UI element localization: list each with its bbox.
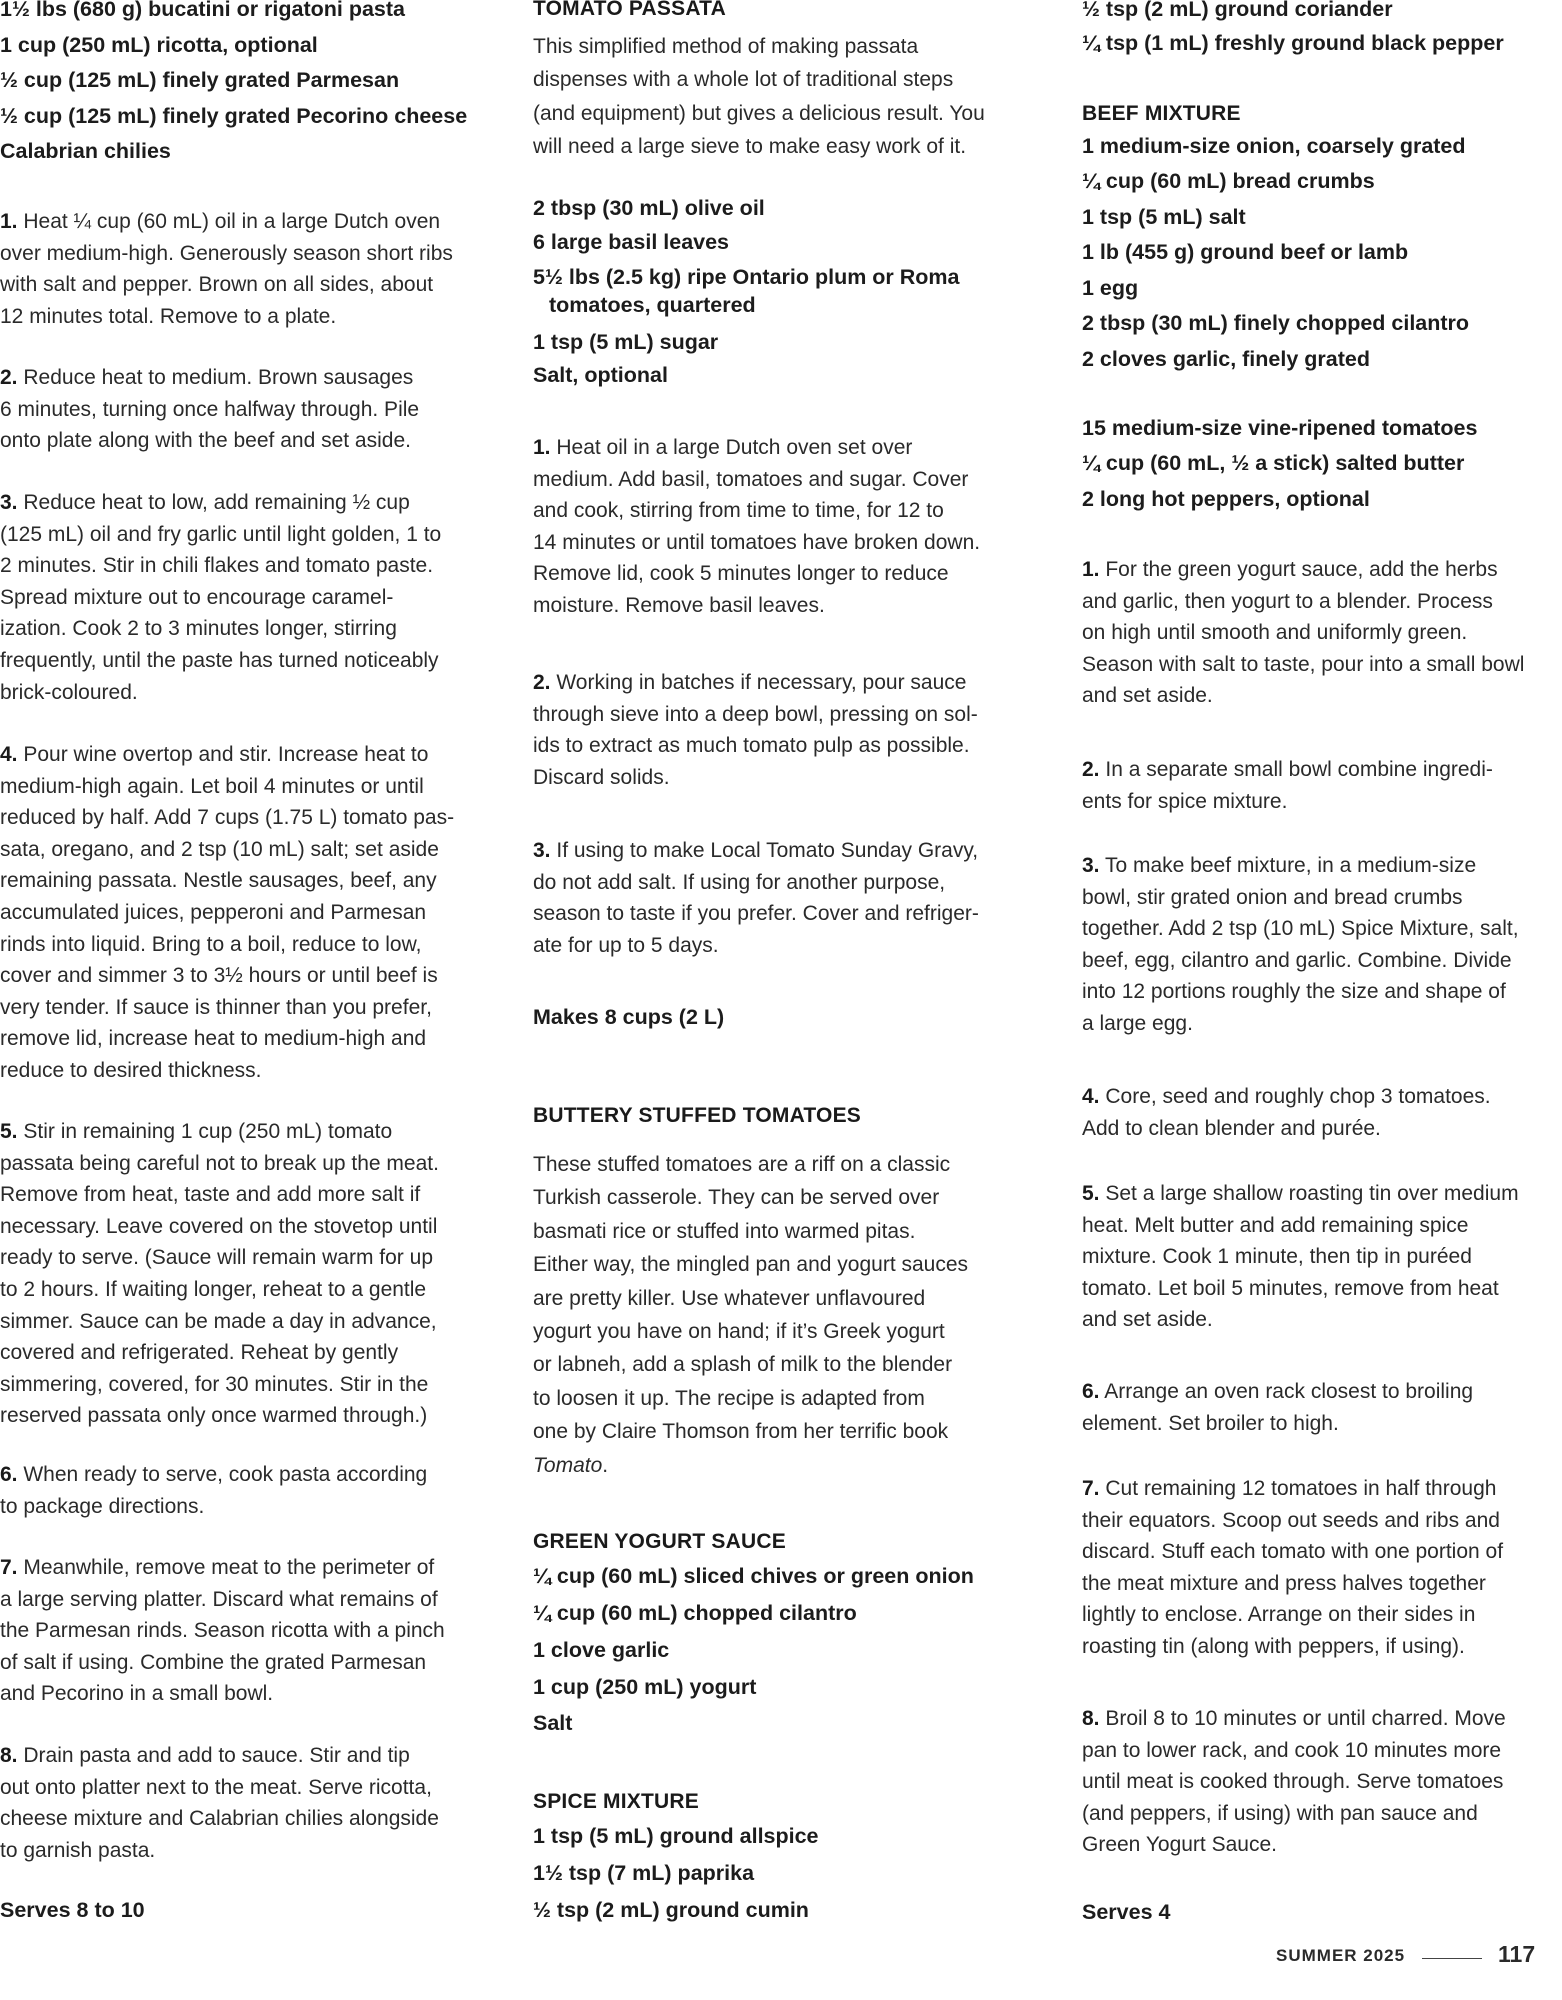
ingredient: 1 cup (250 mL) ricotta, optional [0, 33, 318, 57]
step-number: 7. [0, 1556, 18, 1579]
ingredient: Salt [533, 1711, 573, 1735]
step-number: 1. [0, 210, 18, 233]
step-line: In a separate small bowl combine ingredi- [1105, 758, 1493, 781]
step-line: Drain pasta and add to sauce. Stir and tip [23, 1744, 410, 1767]
step-line: discard. Stuff each tomato with one portion of [1082, 1540, 1504, 1564]
step-line: passata being careful not to break up the meat. [0, 1151, 439, 1175]
step-line: and cook, stirring from time to time, for 12 to [533, 499, 944, 523]
step-line: beef, egg, cilantro and garlic. Combine. Divide [1082, 948, 1512, 972]
ingredient: ¼ tsp (1 mL) freshly ground black pepper [1082, 31, 1504, 55]
ingredient: 1 clove garlic [533, 1638, 670, 1662]
page-footer [1272, 1941, 1562, 1976]
step-number: 8. [1082, 1707, 1100, 1730]
step-number: 1. [1082, 558, 1100, 581]
step-line: Stir in remaining 1 cup (250 mL) tomato [23, 1120, 393, 1143]
ingredient: 6 large basil leaves [533, 230, 730, 254]
step-line: remaining passata. Nestle sausages, beef, any [0, 869, 437, 893]
stuffed-step-7 [1082, 1473, 1503, 1663]
step-line: a large egg. [1082, 1011, 1193, 1035]
step-line: cheese mixture and Calabrian chilies alongside [0, 1807, 439, 1831]
step-line: until meat is cooked through. Serve tomatoes [1082, 1770, 1504, 1794]
makes-note: Makes 8 cups (2 L) [533, 1005, 725, 1029]
step-line: out onto platter next to the meat. Serve ricotta, [0, 1775, 432, 1799]
step-line: bowl, stir grated onion and bread crumbs [1082, 885, 1463, 909]
step-line: When ready to serve, cook pasta according [23, 1463, 428, 1486]
step-line: Core, seed and roughly chop 3 tomatoes. [1105, 1085, 1491, 1108]
step-number: 2. [1082, 758, 1100, 781]
step-line: Set a large shallow roasting tin over medium [1105, 1182, 1519, 1205]
intro-line: or labneh, add a splash of milk to the blender [533, 1353, 953, 1377]
step-number: 5. [1082, 1182, 1100, 1205]
ingredient: 1 egg [1082, 276, 1139, 300]
step-line: (125 mL) oil and fry garlic until light golden, 1 to [0, 522, 442, 546]
step-line: medium-high again. Let boil 4 minutes or until [0, 774, 424, 798]
step-number: 5. [0, 1120, 18, 1143]
passata-step-2 [533, 667, 978, 793]
step-line: and set aside. [1082, 1308, 1213, 1332]
ingredient: Salt, optional [533, 363, 668, 387]
step-line: tomato. Let boil 5 minutes, remove from heat [1082, 1276, 1499, 1300]
step-line: sata, oregano, and 2 tsp (10 mL) salt; set aside [0, 837, 439, 861]
stuffed-step-4 [1082, 1081, 1491, 1144]
step-number: 4. [0, 743, 18, 766]
step-line: onto plate along with the beef and set aside. [0, 429, 411, 453]
ingredient: 1 tsp (5 mL) salt [1082, 205, 1246, 229]
step-line: through sieve into a deep bowl, pressing on sol- [533, 702, 978, 726]
step-number: 6. [1082, 1380, 1100, 1403]
method-step-3 [0, 487, 441, 708]
step-line: to 2 hours. If waiting longer, reheat to a gentle [0, 1277, 427, 1301]
ingredient [533, 263, 960, 319]
step-line: a large serving platter. Discard what remains of [0, 1587, 438, 1611]
stuffed-step-6 [1082, 1376, 1473, 1439]
step-line: lightly to enclose. Arrange on their sides in [1082, 1603, 1476, 1627]
section-heading-beef-mixture: BEEF MIXTURE [1082, 102, 1241, 125]
intro-line: dispenses with a whole lot of traditional steps [533, 68, 954, 92]
step-line: brick-coloured. [0, 680, 138, 704]
method-step-2 [0, 362, 419, 457]
section-heading-spice-mixture: SPICE MIXTURE [533, 1790, 699, 1813]
section-heading-buttery-stuffed-tomatoes: BUTTERY STUFFED TOMATOES [533, 1104, 861, 1127]
section-heading-green-yogurt-sauce: GREEN YOGURT SAUCE [533, 1530, 786, 1553]
step-line: covered and refrigerated. Reheat by gently [0, 1341, 399, 1365]
ingredient: ¼ cup (60 mL, ½ a stick) salted butter [1082, 451, 1465, 475]
step-number: 4. [1082, 1085, 1100, 1108]
ingredient: 1 cup (250 mL) yogurt [533, 1675, 757, 1699]
step-line: of salt if using. Combine the grated Parmesan [0, 1650, 427, 1674]
intro-line: This simplified method of making passata [533, 35, 919, 58]
stuffed-step-3 [1082, 850, 1519, 1040]
step-line: their equators. Scoop out seeds and ribs and [1082, 1508, 1500, 1532]
step-line: to package directions. [0, 1494, 205, 1518]
method-step-8 [0, 1740, 439, 1866]
step-line: element. Set broiler to high. [1082, 1411, 1339, 1435]
step-line: Remove from heat, taste and add more salt if [0, 1183, 421, 1207]
ingredient: 1 tsp (5 mL) ground allspice [533, 1824, 819, 1848]
step-line: do not add salt. If using for another purpose, [533, 870, 946, 894]
step-line: and garlic, then yogurt to a blender. Process [1082, 589, 1493, 613]
method-step-5 [0, 1116, 439, 1432]
step-number: 8. [0, 1744, 18, 1767]
step-line: (and peppers, if using) with pan sauce and [1082, 1801, 1478, 1825]
step-line: Cut remaining 12 tomatoes in half through [1105, 1477, 1497, 1500]
step-number: 1. [533, 436, 551, 459]
step-line: Pour wine overtop and stir. Increase heat to [23, 743, 429, 766]
step-line: Heat ¼ cup (60 mL) oil in a large Dutch oven [23, 210, 441, 233]
method-step-6 [0, 1459, 427, 1522]
method-step-1 [0, 206, 453, 332]
step-line: 2 minutes. Stir in chili flakes and tomato paste. [0, 554, 434, 578]
step-line: frequently, until the paste has turned noticeably [0, 648, 439, 672]
section-heading-tomato-passata: TOMATO PASSATA [533, 0, 726, 20]
step-line: Add to clean blender and purée. [1082, 1116, 1381, 1140]
ingredient: ½ tsp (2 mL) ground coriander [1082, 0, 1393, 21]
step-line: Remove lid, cook 5 minutes longer to reduce [533, 562, 949, 586]
footer-divider [1422, 1958, 1482, 1959]
ingredient: ¼ cup (60 mL) sliced chives or green onion [533, 1564, 974, 1588]
intro-line: (and equipment) but gives a delicious result. You [533, 101, 985, 125]
step-number: 2. [533, 671, 551, 694]
intro-line: will need a large sieve to make easy work of it. [533, 135, 967, 159]
intro-punct: . [602, 1453, 609, 1477]
step-line: ids to extract as much tomato pulp as possible. [533, 734, 970, 758]
step-line: with salt and pepper. Brown on all sides, about [0, 273, 434, 297]
step-line: reduced by half. Add 7 cups (1.75 L) tomato pas- [0, 806, 455, 830]
ingredient: 1 medium-size onion, coarsely grated [1082, 134, 1466, 158]
book-title: Tomato [533, 1453, 603, 1477]
step-line: into 12 portions roughly the size and shape of [1082, 980, 1506, 1004]
step-line: the meat mixture and press halves together [1082, 1571, 1486, 1595]
step-line: rinds into liquid. Bring to a boil, reduce to low, [0, 932, 422, 956]
ingredient: ¼ cup (60 mL) bread crumbs [1082, 169, 1375, 193]
ingredient: Calabrian chilies [0, 139, 171, 163]
serves-note: Serves 8 to 10 [0, 1898, 145, 1922]
step-line: roasting tin (along with peppers, if using). [1082, 1634, 1465, 1658]
intro-line: one by Claire Thomson from her terrific book [533, 1420, 949, 1444]
step-line: To make beef mixture, in a medium-size [1104, 854, 1477, 877]
step-line: together. Add 2 tsp (10 mL) Spice Mixture, salt, [1082, 917, 1519, 941]
passata-step-3 [533, 835, 979, 961]
step-line: on high until smooth and uniformly green. [1082, 621, 1468, 645]
step-number: 3. [533, 839, 551, 862]
step-line: pan to lower rack, and cook 10 minutes more [1082, 1738, 1502, 1762]
intro-line: basmati rice or stuffed into warmed pitas. [533, 1219, 916, 1243]
step-line: to garnish pasta. [0, 1838, 156, 1862]
step-number: 7. [1082, 1477, 1100, 1500]
step-line: medium. Add basil, tomatoes and sugar. Cover [533, 467, 969, 491]
stuffed-step-1 [1082, 554, 1524, 712]
step-line: season to taste if you prefer. Cover and refriger- [533, 902, 979, 926]
ingredient-line: tomatoes, quartered [549, 293, 756, 317]
magazine-issue: SUMMER 2025 [1276, 1946, 1406, 1965]
step-line: mixture. Cook 1 minute, then tip in puréed [1082, 1245, 1472, 1269]
step-line: reserved passata only once warmed through.) [0, 1404, 428, 1428]
intro-line: are pretty killer. Use whatever unflavoured [533, 1286, 926, 1310]
ingredient: ½ cup (125 mL) finely grated Parmesan [0, 68, 400, 92]
stuffed-step-5 [1082, 1178, 1519, 1336]
step-line: remove lid, increase heat to medium-high and [0, 1027, 427, 1051]
step-line: 6 minutes, turning once halfway through. Pile [0, 397, 420, 421]
step-line: Meanwhile, remove meat to the perimeter of [23, 1556, 435, 1579]
step-line: Season with salt to taste, pour into a small bowl [1082, 652, 1525, 676]
step-line: Spread mixture out to encourage caramel- [0, 585, 394, 609]
ingredient: 1 tsp (5 mL) sugar [533, 330, 719, 354]
step-line: Arrange an oven rack closest to broiling [1104, 1380, 1474, 1403]
step-line: ization. Cook 2 to 3 minutes longer, stirring [0, 617, 397, 641]
intro-line: Turkish casserole. They can be served over [533, 1186, 940, 1210]
step-line: and Pecorino in a small bowl. [0, 1682, 274, 1706]
method-step-4 [0, 739, 454, 1087]
step-line: heat. Melt butter and add remaining spice [1082, 1213, 1469, 1237]
step-number: 3. [1082, 854, 1100, 877]
stuffed-step-8 [1082, 1703, 1506, 1861]
passata-step-1 [533, 432, 980, 622]
step-line: and set aside. [1082, 684, 1213, 708]
step-line: For the green yogurt sauce, add the herbs [1105, 558, 1498, 581]
step-number: 2. [0, 366, 18, 389]
step-line: Green Yogurt Sauce. [1082, 1833, 1277, 1857]
ingredient: 2 tbsp (30 mL) finely chopped cilantro [1082, 311, 1470, 335]
intro-line: yogurt you have on hand; if it’s Greek yogurt [533, 1320, 945, 1344]
ingredient: 15 medium-size vine-ripened tomatoes [1082, 416, 1478, 440]
step-line: ents for spice mixture. [1082, 789, 1288, 813]
ingredient: 1½ tsp (7 mL) paprika [533, 1861, 755, 1885]
method-step-7 [0, 1552, 445, 1710]
serves-note: Serves 4 [1082, 1900, 1171, 1924]
step-line: simmering, covered, for 30 minutes. Stir in the [0, 1372, 429, 1396]
step-line: Discard solids. [533, 765, 670, 789]
step-number: 6. [0, 1463, 18, 1486]
step-number: 3. [0, 491, 18, 514]
step-line: Heat oil in a large Dutch oven set over [556, 436, 913, 459]
step-line: reduce to desired thickness. [0, 1058, 262, 1082]
step-line: Working in batches if necessary, pour sauce [556, 671, 967, 694]
ingredient-line: 5½ lbs (2.5 kg) ripe Ontario plum or Roma [533, 265, 960, 289]
step-line: Broil 8 to 10 minutes or until charred. Move [1105, 1707, 1506, 1730]
ingredient: ¼ cup (60 mL) chopped cilantro [533, 1601, 857, 1625]
step-line: the Parmesan rinds. Season ricotta with a pinch [0, 1619, 445, 1643]
page-number: 117 [1498, 1941, 1536, 1967]
stuffed-intro [533, 1148, 968, 1482]
step-line: over medium-high. Generously season short ribs [0, 241, 453, 265]
step-line: moisture. Remove basil leaves. [533, 593, 825, 617]
ingredient: 2 tbsp (30 mL) olive oil [533, 196, 765, 220]
ingredient: 1½ lbs (680 g) bucatini or rigatoni pasta [0, 0, 406, 21]
intro-line [533, 1449, 968, 1482]
step-line: ate for up to 5 days. [533, 933, 719, 957]
step-line: Reduce heat to medium. Brown sausages [23, 366, 414, 389]
ingredient: 2 long hot peppers, optional [1082, 487, 1370, 511]
step-line: Reduce heat to low, add remaining ½ cup [23, 491, 410, 514]
step-line: 14 minutes or until tomatoes have broken down. [533, 530, 981, 554]
intro-line: These stuffed tomatoes are a riff on a classic [533, 1153, 951, 1176]
step-line: accumulated juices, pepperoni and Parmesan [0, 900, 427, 924]
ingredient: 2 cloves garlic, finely grated [1082, 347, 1370, 371]
passata-intro [533, 30, 985, 164]
step-line: necessary. Leave covered on the stovetop until [0, 1214, 438, 1238]
intro-line: Either way, the mingled pan and yogurt sauces [533, 1253, 969, 1277]
step-line: very tender. If sauce is thinner than you prefer, [0, 995, 432, 1019]
step-line: 12 minutes total. Remove to a plate. [0, 304, 337, 328]
ingredient: 1 lb (455 g) ground beef or lamb [1082, 240, 1409, 264]
step-line: If using to make Local Tomato Sunday Gravy, [556, 839, 979, 862]
step-line: cover and simmer 3 to 3½ hours or until beef is [0, 964, 438, 988]
ingredient: ½ cup (125 mL) finely grated Pecorino cheese [0, 104, 468, 128]
step-line: simmer. Sauce can be made a day in advance, [0, 1309, 437, 1333]
intro-line: to loosen it up. The recipe is adapted from [533, 1386, 925, 1410]
stuffed-step-2 [1082, 754, 1493, 817]
step-line: ready to serve. (Sauce will remain warm for up [0, 1246, 433, 1270]
ingredient: ½ tsp (2 mL) ground cumin [533, 1898, 809, 1922]
